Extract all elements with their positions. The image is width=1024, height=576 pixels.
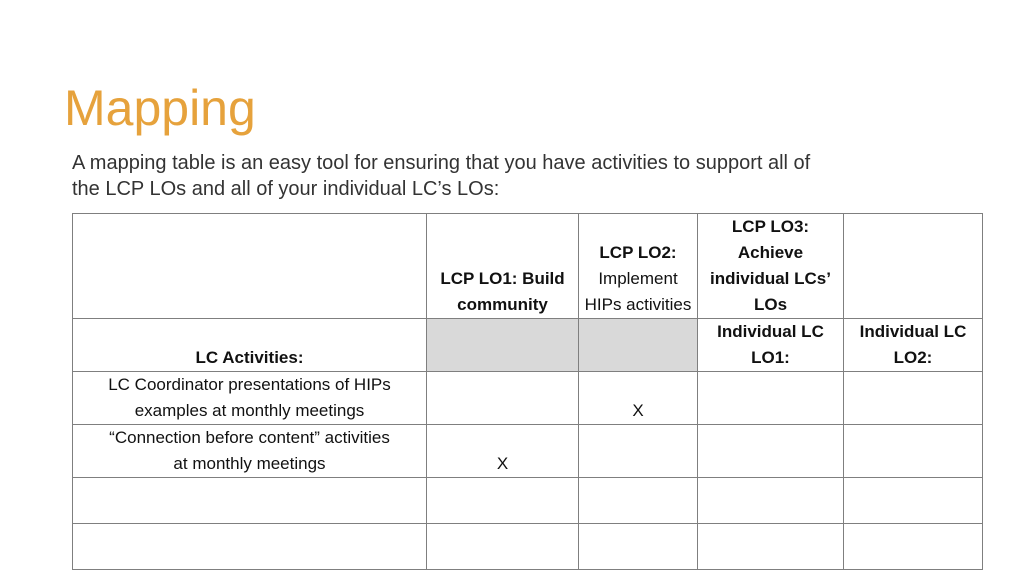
empty-cell bbox=[844, 478, 983, 524]
header-empty-cell bbox=[73, 214, 427, 319]
mapping-table bbox=[72, 213, 983, 570]
grey-cell-lo2 bbox=[579, 319, 698, 372]
table-row bbox=[73, 372, 983, 425]
mark-cell-ind1 bbox=[698, 372, 844, 425]
mark-cell-lo1: X bbox=[427, 425, 579, 478]
empty-cell bbox=[73, 478, 427, 524]
mark-cell-lo2: X bbox=[579, 372, 698, 425]
header-lcp-lo1: LCP LO1: Build community bbox=[427, 214, 579, 319]
mark-cell-ind2 bbox=[844, 425, 983, 478]
grey-cell-lo1 bbox=[427, 319, 579, 372]
mark-cell-lo1 bbox=[427, 372, 579, 425]
empty-cell bbox=[427, 524, 579, 570]
mark-cell-ind1 bbox=[698, 425, 844, 478]
empty-cell bbox=[579, 524, 698, 570]
activity-cell: “Connection before content” activities at monthly meetings bbox=[73, 425, 427, 478]
activity-cell: LC Coordinator presentations of HIPs examples at monthly meetings bbox=[73, 372, 427, 425]
table-header-row bbox=[73, 214, 983, 319]
empty-cell bbox=[579, 478, 698, 524]
table-row-empty bbox=[73, 478, 983, 524]
empty-cell bbox=[698, 524, 844, 570]
subtitle-line-2: the LCP LOs and all of your individual LC’s LOs: bbox=[72, 178, 500, 200]
empty-cell bbox=[73, 524, 427, 570]
subtitle bbox=[72, 150, 972, 202]
empty-cell bbox=[698, 478, 844, 524]
page-title: Mapping bbox=[64, 80, 256, 136]
header-individual-lc-lo1: Individual LC LO1: bbox=[698, 319, 844, 372]
table-row-empty bbox=[73, 524, 983, 570]
subtitle-line-1: A mapping table is an easy tool for ensuring that you have activities to support all of bbox=[72, 152, 811, 174]
header-lcp-lo2: LCP LO2: Implement HIPs activities bbox=[579, 214, 698, 319]
mark-cell-lo2 bbox=[579, 425, 698, 478]
mark-cell-ind2 bbox=[844, 372, 983, 425]
empty-cell bbox=[844, 524, 983, 570]
header-individual-lc-lo2: Individual LC LO2: bbox=[844, 319, 983, 372]
table-row bbox=[73, 425, 983, 478]
empty-cell bbox=[427, 478, 579, 524]
header-lcp-lo3: LCP LO3: Achieve individual LCs’ LOs bbox=[698, 214, 844, 319]
table-subheader-row bbox=[73, 319, 983, 372]
header-empty-cell-right bbox=[844, 214, 983, 319]
lc-activities-label: LC Activities: bbox=[73, 319, 427, 372]
